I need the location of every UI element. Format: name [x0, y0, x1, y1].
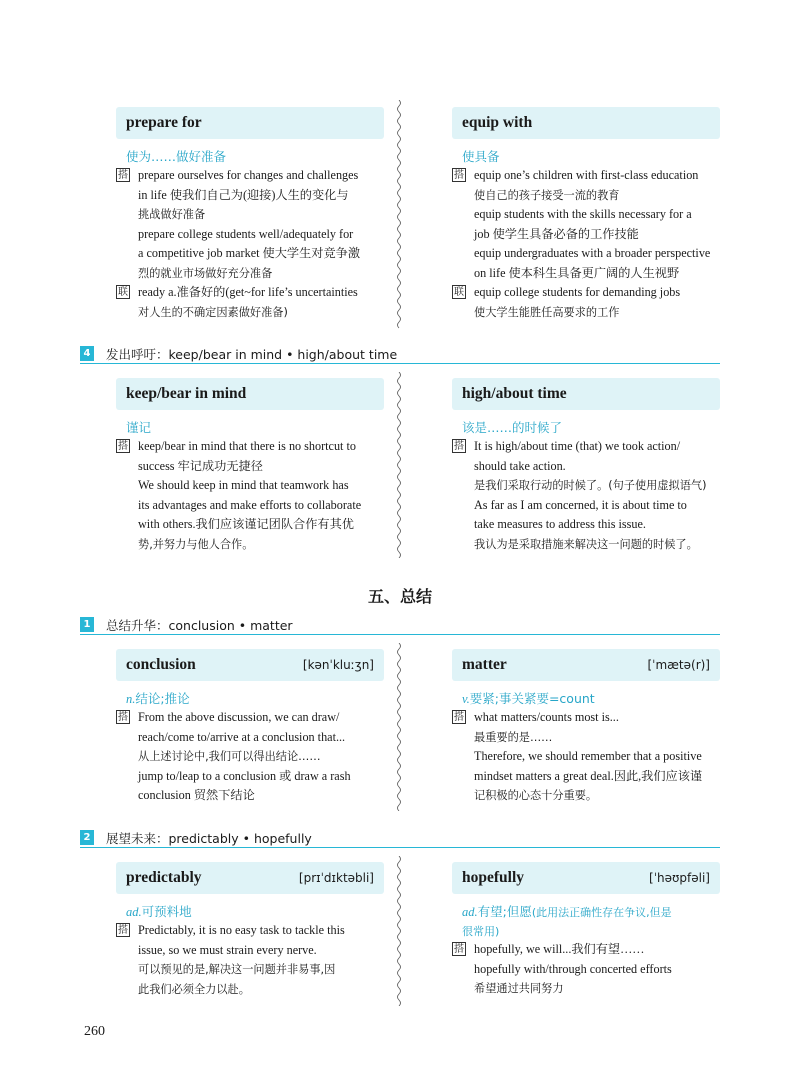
wavy-divider-icon	[396, 856, 402, 1006]
example-line: As far as I am concerned, it is about time to	[474, 497, 687, 512]
example-line: 是我们采取行动的时候了。(句子使用虚拟语气)	[474, 479, 707, 492]
card-high-about-time	[452, 378, 720, 554]
example-line: 记积极的心态十分重要。	[474, 789, 598, 802]
example-line: 从上述讨论中,我们可以得出结论……	[138, 750, 321, 763]
sense-label: 使为……做好准备	[126, 149, 227, 164]
phonetic: [kənˈkluːʒn]	[302, 658, 374, 672]
collocation-block	[452, 437, 720, 554]
section-heading-1	[80, 615, 720, 635]
card-body	[452, 681, 720, 806]
part-of-speech: ad.	[462, 905, 478, 919]
card-header	[116, 649, 384, 681]
section-rule	[80, 847, 720, 848]
card-body	[452, 894, 720, 999]
card-body	[116, 410, 384, 554]
card-body	[116, 894, 384, 999]
example-line: From the above discussion, we can draw/	[138, 710, 340, 724]
card-body	[452, 139, 720, 322]
wavy-divider-icon	[396, 372, 402, 558]
example-line: keep/bear in mind that there is no shortcut to	[138, 439, 356, 453]
example-line: prepare ourselves for changes and challenges	[138, 168, 359, 182]
headword: hopefully	[462, 869, 525, 886]
wavy-divider-icon	[396, 100, 402, 330]
sense-label	[452, 689, 720, 708]
example-line: 势,并努力与他人合作。	[138, 537, 254, 551]
headword: predictably	[126, 869, 202, 886]
example-line: success 牢记成功无捷径	[138, 458, 263, 473]
card-body	[452, 410, 720, 554]
example-line: equip undergraduates with a broader perspective	[474, 246, 711, 260]
card-header	[452, 107, 720, 139]
example-line: on life 使本科生具备更广阔的人生视野	[474, 265, 680, 280]
collocation-block	[116, 166, 384, 283]
da-marker-icon: 搭	[118, 925, 128, 936]
headword: matter	[462, 656, 507, 673]
card-keep-bear-in-mind	[116, 378, 384, 554]
card-body	[116, 139, 384, 322]
phonetic: [ˈmætə(r)]	[647, 658, 710, 672]
sense-text: 要紧;事关紧要=count	[469, 691, 595, 706]
da-marker-icon: 搭	[118, 170, 128, 181]
section-title: 总结升华：conclusion • matter	[106, 618, 293, 633]
example-line: job 使学生具备必备的工作技能	[474, 226, 639, 241]
section-heading-4	[80, 344, 720, 364]
example-line: Therefore, we should remember that a positive	[474, 749, 702, 763]
da-marker-icon: 搭	[454, 712, 464, 723]
card-body	[116, 681, 384, 806]
page-number: 260	[84, 1024, 105, 1039]
example-line: 烈的就业市场做好充分准备	[138, 266, 273, 280]
example-line: 此我们必须全力以赴。	[138, 982, 250, 996]
example-line: in life 使我们自己为(迎接)人生的变化与	[138, 187, 349, 202]
lian-marker-icon: 联	[118, 287, 128, 298]
section-number-badge: 1	[80, 617, 94, 632]
part-of-speech: ad.	[126, 905, 142, 919]
example-line: take measures to address this issue.	[474, 517, 646, 531]
example-line: 使大学生能胜任高要求的工作	[474, 305, 620, 319]
da-marker-icon: 搭	[454, 441, 464, 452]
column-divider	[396, 856, 402, 1006]
lian-marker-icon: 联	[454, 287, 464, 298]
usage-note-continued	[452, 921, 720, 940]
card-header	[116, 378, 384, 410]
example-line: what matters/counts most is...	[474, 710, 619, 724]
wavy-divider-icon	[396, 643, 402, 811]
example-line: issue, so we must strain every nerve.	[138, 942, 317, 957]
section-rule	[80, 363, 720, 364]
example-line: 我认为是采取措施来解决这一问题的时候了。	[474, 537, 698, 551]
example-line: 最重要的是……	[474, 730, 553, 744]
example-line: equip college students for demanding jobs	[474, 285, 681, 299]
chapter-title: 五、总结	[367, 587, 432, 606]
collocation-block	[452, 940, 720, 999]
sense-label: 谨记	[126, 420, 152, 435]
section-title: 发出呼吁：keep/bear in mind • high/about time	[106, 347, 398, 362]
collocation-block	[116, 437, 384, 554]
section-title: 展望未来：predictably • hopefully	[106, 831, 312, 846]
example-line: It is high/about time (that) we took action/	[474, 439, 681, 453]
card-predictably	[116, 862, 384, 999]
part-of-speech: n.	[126, 692, 136, 706]
example-line: 使自己的孩子接受一流的教育	[474, 188, 620, 202]
example-line: 可以预见的是,解决这一问题并非易事,因	[138, 963, 336, 976]
card-matter	[452, 649, 720, 806]
card-conclusion	[116, 649, 384, 806]
column-divider	[396, 643, 402, 811]
da-marker-icon: 搭	[118, 441, 128, 452]
headword: prepare for	[126, 114, 202, 131]
sense-label: 该是……的时候了	[462, 420, 563, 435]
card-equip-with	[452, 107, 720, 322]
phonetic: [ˈhəʊpfəli]	[649, 871, 710, 885]
section-number-badge: 2	[80, 830, 94, 845]
example-line: a competitive job market 使大学生对竞争激	[138, 246, 361, 260]
collocation-block	[116, 708, 384, 806]
section-number-badge: 4	[80, 346, 94, 361]
column-divider	[396, 372, 402, 558]
section-heading-2	[80, 828, 720, 848]
card-header	[452, 378, 720, 410]
example-line: 希望通过共同努力	[474, 982, 564, 995]
card-header	[452, 862, 720, 894]
sense-label	[116, 902, 384, 921]
example-line: should take action.	[474, 458, 566, 473]
headword: high/about time	[462, 385, 567, 402]
card-header	[116, 862, 384, 894]
card-header	[116, 107, 384, 139]
collocation-block	[116, 921, 384, 999]
example-line: Predictably, it is no easy task to tackle this	[138, 923, 345, 937]
usage-note: 很常用)	[462, 925, 500, 938]
section-rule	[80, 634, 720, 635]
headword: equip with	[462, 114, 533, 131]
phonetic: [prɪˈdɪktəbli]	[298, 871, 374, 885]
headword: keep/bear in mind	[126, 385, 247, 402]
example-line: ready a.准备好的(get~for life’s uncertainties	[138, 285, 358, 299]
example-line: equip one’s children with first-class education	[474, 168, 699, 182]
related-block	[116, 283, 384, 322]
column-divider	[396, 100, 402, 330]
da-marker-icon: 搭	[454, 944, 464, 955]
usage-note: (此用法正确性存在争议,但是	[531, 906, 672, 919]
example-line: its advantages and make efforts to collaborate	[138, 497, 362, 512]
example-line: conclusion 贸然下结论	[138, 788, 255, 802]
example-line: with others.我们应该谨记团队合作有其优	[138, 517, 354, 531]
collocation-block	[452, 166, 720, 283]
example-line: 对人生的不确定因素做好准备)	[138, 305, 288, 319]
sense-label: 使具备	[462, 149, 500, 164]
example-line: We should keep in mind that teamwork has	[138, 478, 349, 492]
sense-text: 有望;但愿	[477, 904, 532, 919]
card-prepare-for	[116, 107, 384, 322]
example-line: equip students with the skills necessary for a	[474, 207, 692, 221]
sense-text: 可预料地	[141, 904, 192, 919]
example-line: jump to/leap to a conclusion 或 draw a rash	[138, 768, 351, 783]
example-line: hopefully, we will...我们有望……	[474, 942, 645, 956]
related-block	[452, 283, 720, 322]
part-of-speech: v.	[462, 692, 470, 706]
example-line: mindset matters a great deal.因此,我们应该谨	[474, 768, 703, 783]
example-line: 挑战做好准备	[138, 208, 206, 221]
da-marker-icon: 搭	[118, 712, 128, 723]
example-line: reach/come to/arrive at a conclusion that...	[138, 729, 346, 744]
example-line: hopefully with/through concerted efforts	[474, 961, 672, 976]
sense-text: 结论;推论	[135, 691, 190, 706]
example-line: prepare college students well/adequately for	[138, 226, 354, 241]
card-hopefully	[452, 862, 720, 999]
headword: conclusion	[126, 656, 196, 673]
card-header	[452, 649, 720, 681]
sense-label	[452, 902, 720, 921]
da-marker-icon: 搭	[454, 170, 464, 181]
collocation-block	[452, 708, 720, 806]
sense-label	[116, 689, 384, 708]
